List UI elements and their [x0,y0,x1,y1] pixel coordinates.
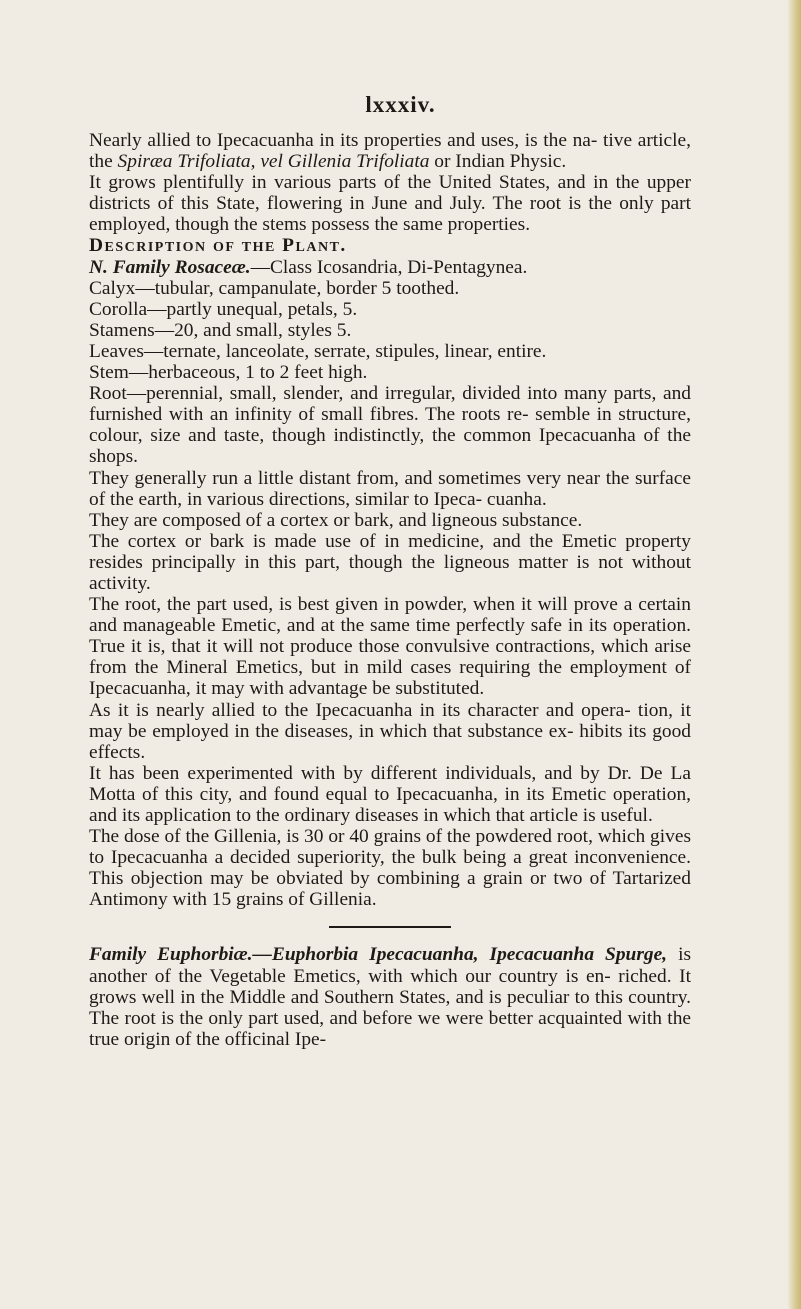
botanical-stem: Stem—herbaceous, 1 to 2 feet high. [89,362,368,384]
euphorbia-family-name: Family Euphorbiæ.—Euphorbia Ipecacuanha, Ipecacuanha Spurge, [89,944,668,966]
body-paragraph: They generally run a little distant from, and sometimes very near the surface of the earth, in various directions, similar to Ipeca- cuanha. [89,467,691,510]
section-divider [329,926,451,928]
family-name-rosaceae: N. Family Rosaceæ. [89,256,251,278]
body-paragraph: The dose of the Gillenia, is 30 or 40 grains of the powdered root, which gives to Ipecacuanha a decided superiority, the bulk being a great inconvenience. This objection may be obviated by combining a grain or two of Tartarized Antimony with 15 grains of Gillenia. [89,826,691,911]
botanical-corolla: Corolla—partly unequal, petals, 5. [89,298,358,320]
body-paragraph: The cortex or bark is made use of in medicine, and the Emetic property resides principally in this part, though the ligneous matter is not without activity. [89,530,691,594]
botanical-leaves: Leaves—ternate, lanceolate, serrate, stipules, linear, entire. [89,340,547,362]
intro-tail: or Indian Physic. [429,151,567,173]
family-class: —Class Icosandria, Di-Pentagynea. [250,256,528,278]
euphorbia-text: is another of the Vegetable Emetics, with which our country is en- riched. It grows well in the Middle and Southern States, and is peculiar to this country. The root is the only part used, and before we were better acquainted with the true origin of the officinal Ipe- [89,944,691,1050]
intro-lead: Nearly allied to Ipecacuanha in its properties and uses, is the na- tive article, the [89,130,691,173]
euphorbia-paragraph [89,944,691,1049]
body-paragraph: The root, the part used, is best given in powder, when it will prove a certain and manageable Emetic, and at the same time perfectly safe in its operation. True it is, that it will not produce those convulsive contractions, which arise from the Mineral Emetics, but in mild cases requiring the employment of Ipecacuanha, it may with advantage be substituted. [89,594,691,700]
description-heading: Description of the Plant. [89,235,347,257]
body-paragraph: They are composed of a cortex or bark, and ligneous substance. [89,509,583,531]
page-edge-shading [787,0,801,1309]
page-number: lxxxiv. [365,92,436,117]
body-paragraph: It has been experimented with by different individuals, and by Dr. De La Motta of this city, and found equal to Ipecacuanha, in its Emetic operation, and its application to the ordinary diseases in which that article is useful. [89,762,691,826]
intro-paragraph [89,130,691,172]
botanical-calyx: Calyx—tubular, campanulate, border 5 toothed. [89,277,460,299]
habitat-paragraph: It grows plentifully in various parts of the United States, and in the upper districts of this State, flowering in June and July. The root is the only part employed, though the stems possess the same properties. [89,172,691,236]
plant-name-spiraea: Spiræa Trifoliata, vel Gillenia Trifoliata [117,151,430,173]
body-paragraph: As it is nearly allied to the Ipecacuanha in its character and opera- tion, it may be employed in the diseases, in which that substance ex- hibits its good effects. [89,699,691,763]
page-text [89,130,691,1050]
family-line [89,257,691,278]
botanical-stamens: Stamens—20, and small, styles 5. [89,319,352,341]
body-paragraph: Root—perennial, small, slender, and irregular, divided into many parts, and furnished with an infinity of small fibres. The roots re- semble in structure, colour, size and taste, though indistinctly, the common Ipecacuanha of the shops. [89,383,691,468]
